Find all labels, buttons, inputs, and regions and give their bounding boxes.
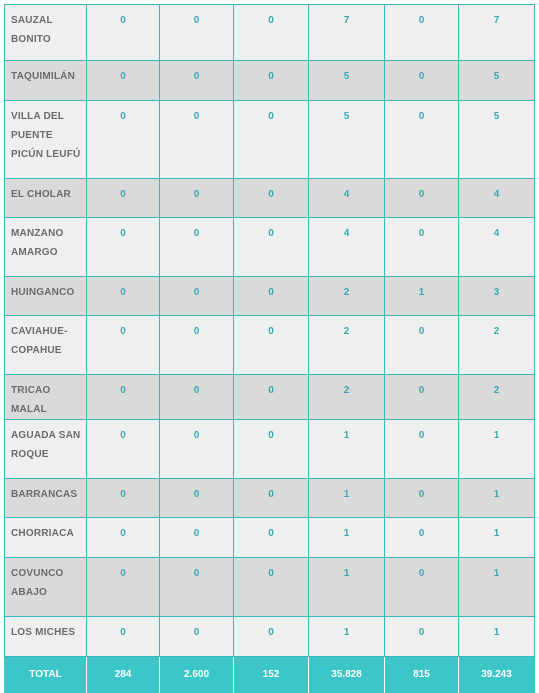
value-cell: 2 (309, 375, 385, 420)
municipality-name: SAUZAL BONITO (4, 4, 87, 61)
value-cell: 0 (160, 101, 234, 179)
value-cell: 0 (385, 420, 459, 479)
value-cell: 1 (385, 277, 459, 316)
value-cell: 0 (385, 375, 459, 420)
table-row (4, 4, 535, 61)
value-cell: 0 (87, 101, 160, 179)
total-cell: 4 (459, 218, 535, 277)
value-cell: 0 (160, 4, 234, 61)
municipality-name: MANZANO AMARGO (4, 218, 87, 277)
table-row (4, 420, 535, 479)
value-cell: 0 (160, 558, 234, 617)
table-row (4, 479, 535, 518)
total-value: 152 (234, 657, 309, 693)
data-table (4, 4, 535, 693)
value-cell: 0 (385, 518, 459, 558)
value-cell: 0 (160, 617, 234, 657)
grand-total-value: 39.243 (459, 657, 535, 693)
value-cell: 5 (309, 61, 385, 101)
total-cell: 2 (459, 316, 535, 375)
value-cell: 1 (309, 479, 385, 518)
total-cell: 1 (459, 420, 535, 479)
municipality-name: COVUNCO ABAJO (4, 558, 87, 617)
total-label: TOTAL (4, 657, 87, 693)
value-cell: 0 (87, 479, 160, 518)
value-cell: 0 (234, 375, 309, 420)
value-cell: 0 (87, 179, 160, 218)
total-value: 284 (87, 657, 160, 693)
value-cell: 0 (160, 420, 234, 479)
total-cell: 4 (459, 179, 535, 218)
value-cell: 0 (234, 101, 309, 179)
value-cell: 0 (87, 61, 160, 101)
value-cell: 0 (234, 518, 309, 558)
total-row (4, 657, 535, 693)
value-cell: 0 (385, 218, 459, 277)
value-cell: 0 (234, 479, 309, 518)
value-cell: 0 (385, 558, 459, 617)
table-row (4, 518, 535, 558)
municipality-name: TRICAO MALAL (4, 375, 87, 420)
total-cell: 1 (459, 617, 535, 657)
municipality-name: AGUADA SAN ROQUE (4, 420, 87, 479)
table-row (4, 375, 535, 420)
total-value: 2.600 (160, 657, 234, 693)
value-cell: 0 (385, 4, 459, 61)
value-cell: 0 (87, 316, 160, 375)
value-cell: 0 (87, 4, 160, 61)
value-cell: 0 (234, 179, 309, 218)
table-row (4, 617, 535, 657)
table-row (4, 179, 535, 218)
total-cell: 2 (459, 375, 535, 420)
value-cell: 2 (309, 316, 385, 375)
value-cell: 0 (160, 316, 234, 375)
total-value: 35.828 (309, 657, 385, 693)
value-cell: 0 (385, 61, 459, 101)
value-cell: 2 (309, 277, 385, 316)
value-cell: 0 (87, 277, 160, 316)
value-cell: 0 (87, 518, 160, 558)
value-cell: 0 (385, 617, 459, 657)
table-row (4, 101, 535, 179)
value-cell: 1 (309, 558, 385, 617)
municipality-name: EL CHOLAR (4, 179, 87, 218)
value-cell: 7 (309, 4, 385, 61)
municipality-name: VILLA DEL PUENTE PICÚN LEUFÚ (4, 101, 87, 179)
value-cell: 0 (160, 479, 234, 518)
value-cell: 0 (234, 277, 309, 316)
value-cell: 0 (234, 4, 309, 61)
municipality-name: TAQUIMILÁN (4, 61, 87, 101)
total-cell: 1 (459, 558, 535, 617)
value-cell: 4 (309, 179, 385, 218)
value-cell: 0 (234, 617, 309, 657)
value-cell: 0 (385, 101, 459, 179)
municipality-name: LOS MICHES (4, 617, 87, 657)
total-cell: 7 (459, 4, 535, 61)
value-cell: 1 (309, 420, 385, 479)
value-cell: 0 (87, 375, 160, 420)
value-cell: 0 (160, 61, 234, 101)
value-cell: 0 (234, 61, 309, 101)
value-cell: 0 (87, 420, 160, 479)
total-cell: 5 (459, 101, 535, 179)
municipality-name: BARRANCAS (4, 479, 87, 518)
value-cell: 0 (234, 558, 309, 617)
value-cell: 4 (309, 218, 385, 277)
value-cell: 0 (160, 375, 234, 420)
value-cell: 5 (309, 101, 385, 179)
value-cell: 1 (309, 617, 385, 657)
total-value: 815 (385, 657, 459, 693)
value-cell: 0 (87, 218, 160, 277)
value-cell: 0 (385, 479, 459, 518)
municipality-name: CHORRIACA (4, 518, 87, 558)
total-cell: 5 (459, 61, 535, 101)
table-row (4, 61, 535, 101)
value-cell: 0 (385, 316, 459, 375)
table-row (4, 218, 535, 277)
total-cell: 1 (459, 518, 535, 558)
value-cell: 1 (309, 518, 385, 558)
total-cell: 3 (459, 277, 535, 316)
table-row (4, 558, 535, 617)
municipality-name: HUINGANCO (4, 277, 87, 316)
value-cell: 0 (160, 179, 234, 218)
value-cell: 0 (87, 558, 160, 617)
value-cell: 0 (385, 179, 459, 218)
table-row (4, 277, 535, 316)
value-cell: 0 (160, 218, 234, 277)
value-cell: 0 (234, 420, 309, 479)
value-cell: 0 (160, 518, 234, 558)
value-cell: 0 (160, 277, 234, 316)
value-cell: 0 (234, 316, 309, 375)
municipality-name: CAVIAHUE-COPAHUE (4, 316, 87, 375)
total-cell: 1 (459, 479, 535, 518)
value-cell: 0 (87, 617, 160, 657)
table-row (4, 316, 535, 375)
value-cell: 0 (234, 218, 309, 277)
